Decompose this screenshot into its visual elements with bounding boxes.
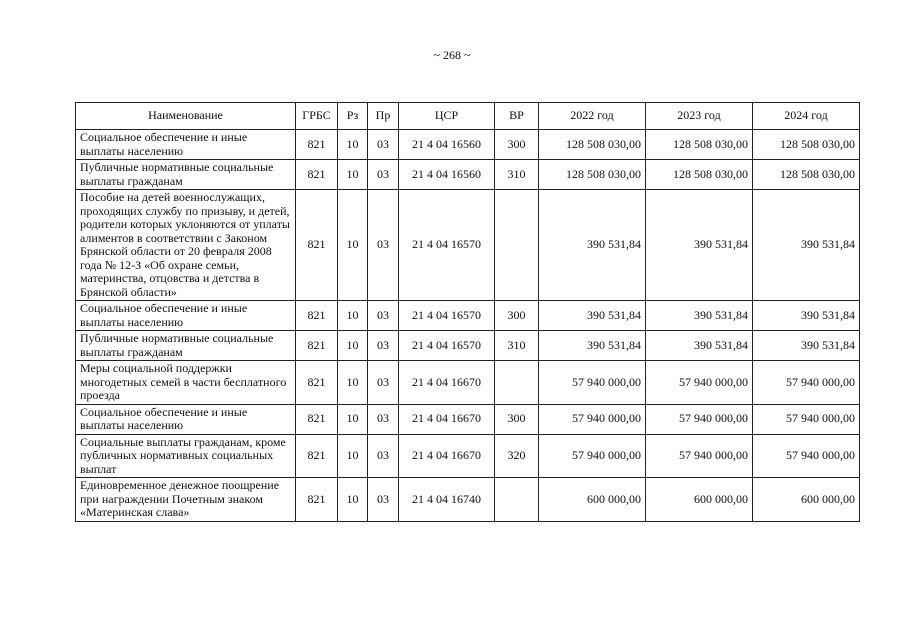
cell-vr — [495, 361, 539, 405]
cell-2023: 390 531,84 — [646, 301, 753, 331]
cell-2024: 600 000,00 — [753, 478, 860, 522]
table-row — [76, 404, 860, 434]
cell-2022: 57 940 000,00 — [539, 404, 646, 434]
cell-2024: 390 531,84 — [753, 301, 860, 331]
cell-2023: 57 940 000,00 — [646, 434, 753, 478]
header-2023: 2023 год — [646, 103, 753, 130]
cell-2023: 57 940 000,00 — [646, 404, 753, 434]
cell-2024: 57 940 000,00 — [753, 361, 860, 405]
cell-2023: 128 508 030,00 — [646, 160, 753, 190]
cell-csr: 21 4 04 16570 — [399, 301, 495, 331]
cell-grbs: 821 — [296, 478, 338, 522]
cell-2022: 57 940 000,00 — [539, 361, 646, 405]
cell-vr: 320 — [495, 434, 539, 478]
cell-rz: 10 — [338, 130, 368, 160]
cell-name: Социальное обеспечение и иные выплаты населению — [76, 404, 296, 434]
header-2024: 2024 год — [753, 103, 860, 130]
cell-pr: 03 — [368, 190, 399, 301]
cell-pr: 03 — [368, 404, 399, 434]
cell-2023: 57 940 000,00 — [646, 361, 753, 405]
cell-csr: 21 4 04 16560 — [399, 130, 495, 160]
cell-2024: 128 508 030,00 — [753, 130, 860, 160]
cell-pr: 03 — [368, 434, 399, 478]
cell-rz: 10 — [338, 160, 368, 190]
cell-name: Публичные нормативные социальные выплаты гражданам — [76, 331, 296, 361]
cell-name: Социальное обеспечение и иные выплаты населению — [76, 130, 296, 160]
table-row — [76, 160, 860, 190]
cell-2024: 57 940 000,00 — [753, 434, 860, 478]
cell-pr: 03 — [368, 160, 399, 190]
table-row — [76, 331, 860, 361]
table-row — [76, 301, 860, 331]
cell-vr — [495, 190, 539, 301]
cell-rz: 10 — [338, 478, 368, 522]
cell-vr: 310 — [495, 331, 539, 361]
cell-name: Меры социальной поддержки многодетных семей в части бесплатного проезда — [76, 361, 296, 405]
cell-grbs: 821 — [296, 160, 338, 190]
cell-rz: 10 — [338, 331, 368, 361]
table-row — [76, 478, 860, 522]
cell-csr: 21 4 04 16670 — [399, 361, 495, 405]
cell-grbs: 821 — [296, 130, 338, 160]
cell-csr: 21 4 04 16670 — [399, 404, 495, 434]
header-csr: ЦСР — [399, 103, 495, 130]
table-row — [76, 190, 860, 301]
table-row — [76, 130, 860, 160]
cell-rz: 10 — [338, 190, 368, 301]
cell-2024: 57 940 000,00 — [753, 404, 860, 434]
cell-vr — [495, 478, 539, 522]
cell-vr: 300 — [495, 130, 539, 160]
cell-2022: 390 531,84 — [539, 190, 646, 301]
cell-grbs: 821 — [296, 434, 338, 478]
header-rz: Рз — [338, 103, 368, 130]
cell-2023: 128 508 030,00 — [646, 130, 753, 160]
cell-name: Публичные нормативные социальные выплаты гражданам — [76, 160, 296, 190]
cell-2022: 600 000,00 — [539, 478, 646, 522]
table-row — [76, 434, 860, 478]
header-grbs: ГРБС — [296, 103, 338, 130]
cell-2023: 600 000,00 — [646, 478, 753, 522]
cell-rz: 10 — [338, 434, 368, 478]
cell-rz: 10 — [338, 404, 368, 434]
cell-vr: 300 — [495, 301, 539, 331]
cell-grbs: 821 — [296, 404, 338, 434]
cell-name: Социальное обеспечение и иные выплаты населению — [76, 301, 296, 331]
cell-2022: 390 531,84 — [539, 331, 646, 361]
cell-pr: 03 — [368, 301, 399, 331]
cell-name: Единовременное денежное поощрение при награждении Почетным знаком «Материнская слава» — [76, 478, 296, 522]
cell-grbs: 821 — [296, 190, 338, 301]
header-vr: ВР — [495, 103, 539, 130]
header-pr: Пр — [368, 103, 399, 130]
cell-csr: 21 4 04 16570 — [399, 190, 495, 301]
cell-name: Социальные выплаты гражданам, кроме публичных нормативных социальных выплат — [76, 434, 296, 478]
cell-rz: 10 — [338, 301, 368, 331]
cell-pr: 03 — [368, 331, 399, 361]
cell-2024: 390 531,84 — [753, 190, 860, 301]
cell-name: Пособие на детей военнослужащих, проходящих службу по призыву, и детей, родители которых уклоняются от уплаты алиментов в соответствии с Законом Брянской области от 20 февраля 2008 года № 12-З «Об охране семьи, материнства, отцовства и детства в Брянской области» — [76, 190, 296, 301]
cell-csr: 21 4 04 16670 — [399, 434, 495, 478]
header-name: Наименование — [76, 103, 296, 130]
cell-grbs: 821 — [296, 331, 338, 361]
cell-csr: 21 4 04 16570 — [399, 331, 495, 361]
header-2022: 2022 год — [539, 103, 646, 130]
cell-grbs: 821 — [296, 361, 338, 405]
table-row — [76, 361, 860, 405]
cell-2022: 128 508 030,00 — [539, 160, 646, 190]
cell-2024: 128 508 030,00 — [753, 160, 860, 190]
cell-vr: 300 — [495, 404, 539, 434]
cell-csr: 21 4 04 16740 — [399, 478, 495, 522]
cell-pr: 03 — [368, 361, 399, 405]
cell-vr: 310 — [495, 160, 539, 190]
cell-2023: 390 531,84 — [646, 190, 753, 301]
cell-2024: 390 531,84 — [753, 331, 860, 361]
cell-2023: 390 531,84 — [646, 331, 753, 361]
cell-pr: 03 — [368, 130, 399, 160]
page-number: ~ 268 ~ — [433, 48, 471, 62]
cell-pr: 03 — [368, 478, 399, 522]
cell-2022: 128 508 030,00 — [539, 130, 646, 160]
cell-2022: 57 940 000,00 — [539, 434, 646, 478]
cell-2022: 390 531,84 — [539, 301, 646, 331]
cell-grbs: 821 — [296, 301, 338, 331]
cell-csr: 21 4 04 16560 — [399, 160, 495, 190]
budget-table — [75, 102, 860, 522]
header-row — [76, 103, 860, 130]
cell-rz: 10 — [338, 361, 368, 405]
